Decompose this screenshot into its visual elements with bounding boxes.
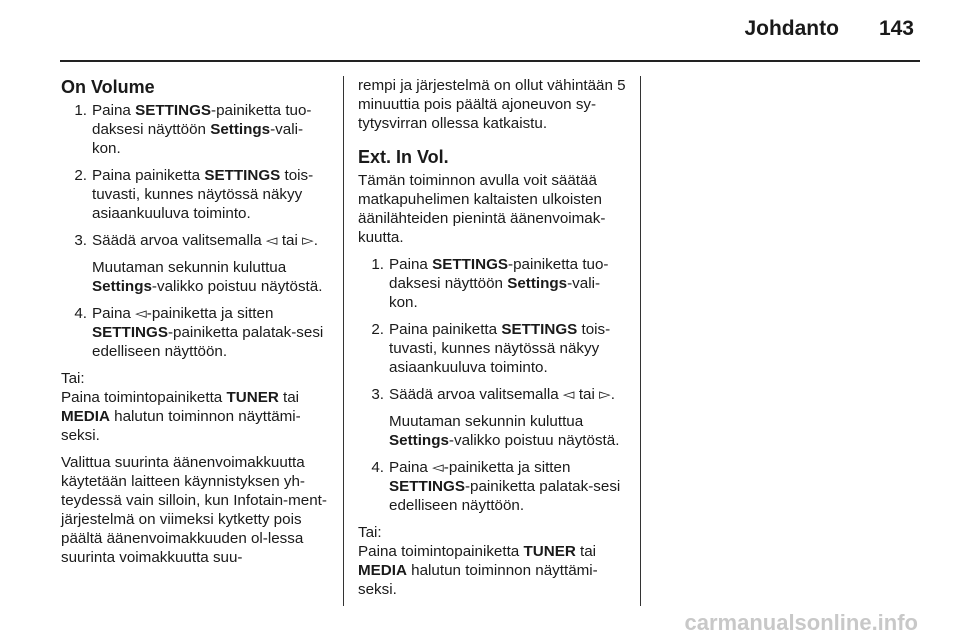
- paragraph: Tai:: [358, 524, 382, 541]
- step-text: Paina SETTINGS-painiketta tuo-daksesi näyttöön Settings-vali-kon.: [92, 102, 312, 157]
- header-rule: [60, 60, 920, 62]
- list-item: [61, 101, 329, 158]
- step-number: 4.: [371, 459, 384, 476]
- steps-list: [61, 101, 329, 361]
- step-text: Paina painiketta SETTINGS tois-tuvasti, kunnes näytössä näkyy asiaankuuluva toiminto.: [389, 321, 611, 376]
- step-number: 4.: [74, 305, 87, 322]
- paragraph: Tämän toiminnon avulla voit säätää matkapuhelimen kaltaisten ulkoisten äänilähteiden pienintä äänenvoimak-kuutta.: [358, 172, 606, 246]
- page-header: [744, 17, 914, 41]
- section-heading: On Volume: [61, 77, 155, 97]
- paragraph: rempi ja järjestelmä on ollut vähintään 5 minuuttia pois päältä ajoneuvon sy-tytysvirran ollessa katkaistu.: [358, 77, 626, 132]
- paragraph: Tai:: [61, 370, 85, 387]
- step-number: 1.: [371, 256, 384, 273]
- arrow-left-icon: ◅: [432, 459, 444, 476]
- arrow-right-icon: ▻: [599, 386, 611, 403]
- step-text: Säädä arvoa valitsemalla ◅ tai ▻. Muutaman sekunnin kuluttua Settings-valikko poistuu näytöstä.: [389, 385, 626, 450]
- arrow-left-icon: ◅: [135, 305, 147, 322]
- step-note: Muutaman sekunnin kuluttua Settings-valikko poistuu näytöstä.: [92, 259, 323, 295]
- step-note: Muutaman sekunnin kuluttua Settings-valikko poistuu näytöstä.: [389, 413, 620, 449]
- column-divider: [640, 76, 641, 606]
- list-item: [61, 166, 329, 223]
- page-number: 143: [878, 17, 914, 40]
- list-item: [358, 320, 626, 377]
- paragraph: Valittua suurinta äänenvoimakkuutta käytetään laitteen käynnistyksen yh-teydessä vain silloin, kun Infotain-ment-järjestelmä on viimeksi kytketty pois päältä äänenvoimakkuuden ol-lessa suurinta voimakkuutta suu-: [61, 454, 327, 566]
- column-1: [61, 76, 329, 575]
- step-number: 3.: [371, 386, 384, 403]
- section-heading: Ext. In Vol.: [358, 147, 449, 167]
- step-text: Paina painiketta SETTINGS tois-tuvasti, kunnes näytössä näkyy asiaankuuluva toiminto.: [92, 167, 314, 222]
- column-2: [358, 76, 626, 607]
- step-number: 2.: [371, 321, 384, 338]
- paragraph: Paina toimintopainiketta TUNER tai MEDIA halutun toiminnon näyttämi-seksi.: [61, 389, 301, 444]
- arrow-right-icon: ▻: [302, 232, 314, 249]
- step-text: Paina ◅-painiketta ja sitten SETTINGS-painiketta palatak-sesi edelliseen näyttöön.: [389, 459, 621, 514]
- arrow-left-icon: ◅: [562, 386, 575, 403]
- list-item: [358, 385, 626, 450]
- step-text: Paina SETTINGS-painiketta tuo-daksesi näyttöön Settings-vali-kon.: [389, 256, 609, 311]
- step-number: 2.: [74, 167, 87, 184]
- step-text: Paina ◅-painiketta ja sitten SETTINGS-painiketta palatak-sesi edelliseen näyttöön.: [92, 305, 324, 360]
- step-text: Säädä arvoa valitsemalla ◅ tai ▻. Muutaman sekunnin kuluttua Settings-valikko poistuu näytöstä.: [92, 231, 329, 296]
- list-item: [358, 255, 626, 312]
- steps-list: [358, 255, 626, 515]
- list-item: [61, 304, 329, 361]
- column-divider: [343, 76, 344, 606]
- step-number: 1.: [74, 102, 87, 119]
- section-title: Johdanto: [744, 17, 839, 40]
- paragraph: Paina toimintopainiketta TUNER tai MEDIA halutun toiminnon näyttämi-seksi.: [358, 543, 598, 598]
- step-number: 3.: [74, 232, 87, 249]
- arrow-left-icon: ◅: [265, 232, 278, 249]
- watermark: carmanualsonline.info: [684, 610, 918, 635]
- list-item: [61, 231, 329, 296]
- list-item: [358, 458, 626, 515]
